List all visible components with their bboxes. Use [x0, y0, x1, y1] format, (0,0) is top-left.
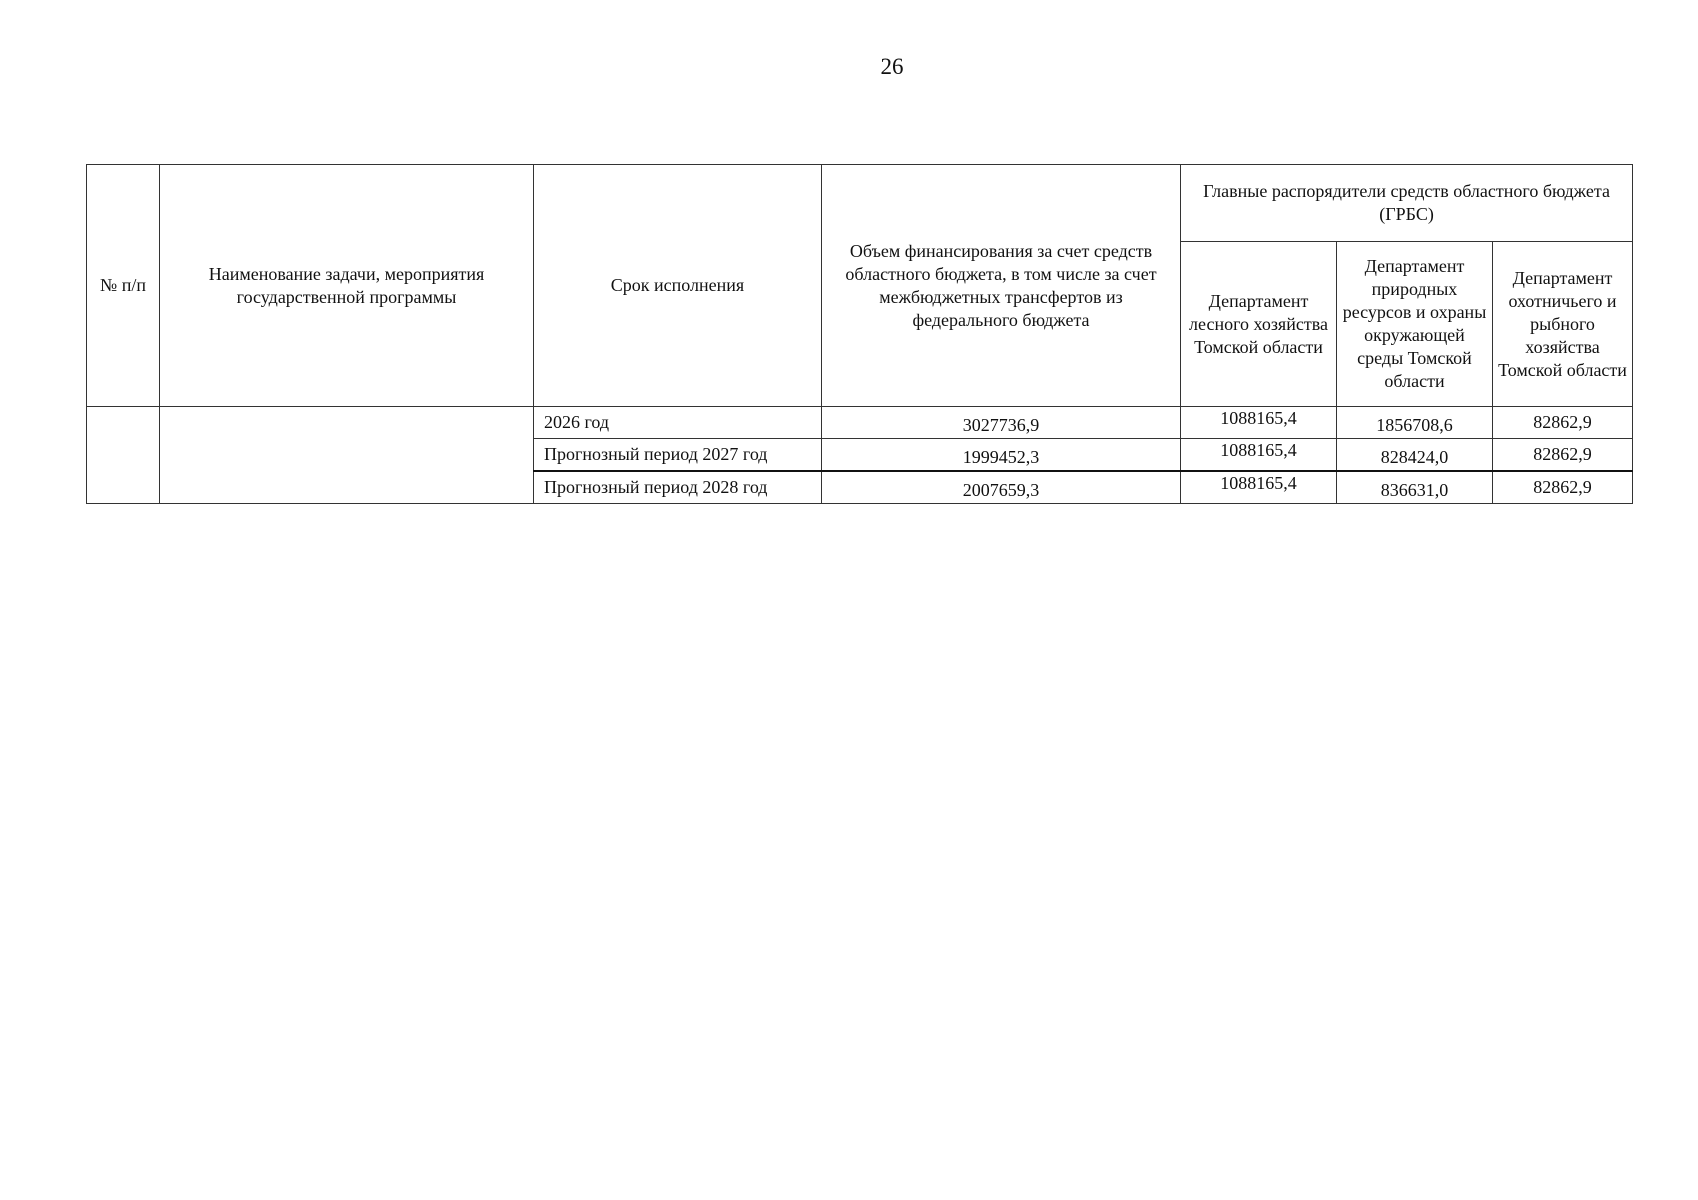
financing-table: [86, 164, 1633, 504]
cell-num: [87, 407, 160, 504]
cell-dept-hunting: 82862,9: [1493, 407, 1633, 439]
header-term: Срок исполнения: [534, 165, 822, 407]
page-number: 26: [880, 54, 904, 79]
cell-volume: 2007659,3: [822, 471, 1181, 504]
table-row: [87, 407, 1633, 439]
header-num: № п/п: [87, 165, 160, 407]
cell-dept-hunting: 82862,9: [1493, 471, 1633, 504]
cell-dept-nature: 828424,0: [1337, 439, 1493, 472]
cell-volume: 1999452,3: [822, 439, 1181, 472]
cell-dept-nature: 836631,0: [1337, 471, 1493, 504]
cell-term: Прогнозный период 2028 год: [534, 471, 822, 504]
cell-dept-nature: 1856708,6: [1337, 407, 1493, 439]
cell-term: 2026 год: [534, 407, 822, 439]
header-dept-nature: Департамент природных ресурсов и охраны окружающей среды Томской области: [1337, 242, 1493, 407]
header-name: Наименование задачи, мероприятия государственной программы: [160, 165, 534, 407]
cell-dept-forest: 1088165,4: [1181, 471, 1337, 504]
cell-term: Прогнозный период 2027 год: [534, 439, 822, 472]
cell-dept-forest: 1088165,4: [1181, 407, 1337, 439]
header-dept-hunting: Департамент охотничьего и рыбного хозяйства Томской области: [1493, 242, 1633, 407]
header-grbs: Главные распорядители средств областного бюджета (ГРБС): [1181, 165, 1633, 242]
cell-dept-forest: 1088165,4: [1181, 439, 1337, 472]
cell-dept-hunting: 82862,9: [1493, 439, 1633, 472]
header-volume: Объем финансирования за счет средств областного бюджета, в том числе за счет межбюджетных трансфертов из федерального бюджета: [822, 165, 1181, 407]
header-dept-forest: Департамент лесного хозяйства Томской области: [1181, 242, 1337, 407]
cell-name: [160, 407, 534, 504]
cell-volume: 3027736,9: [822, 407, 1181, 439]
